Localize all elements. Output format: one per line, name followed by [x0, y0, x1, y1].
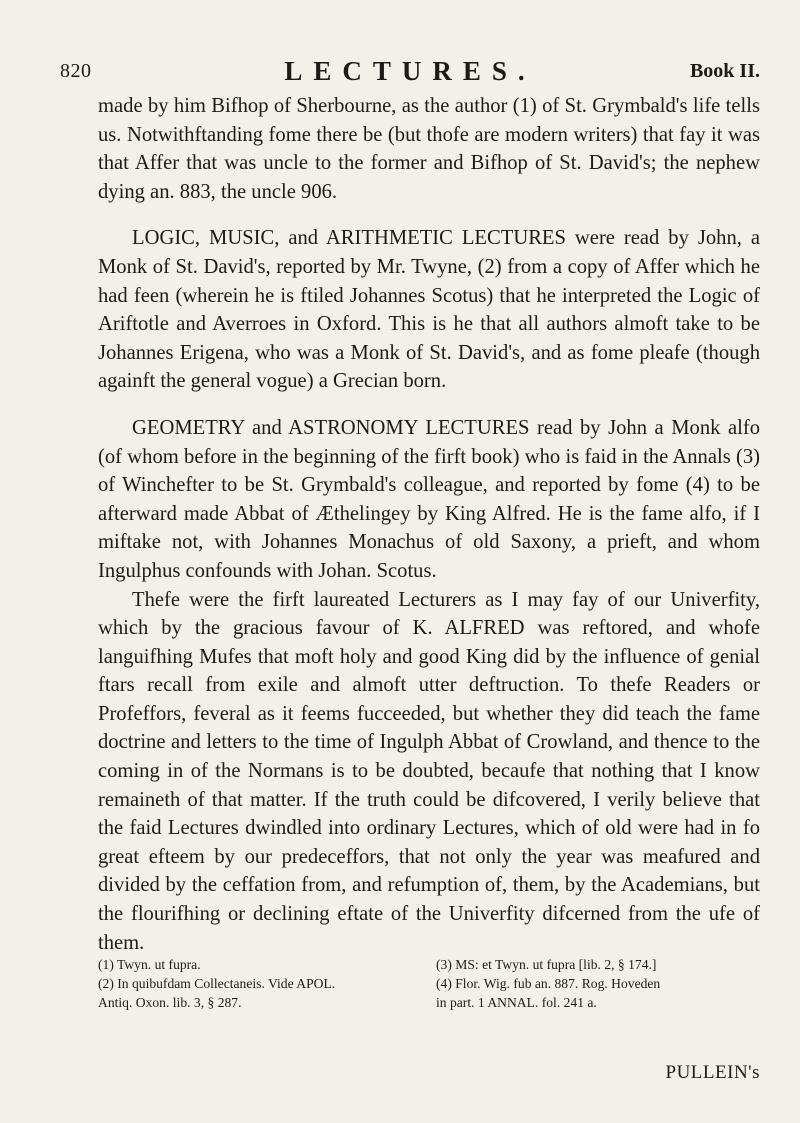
page-header: [60, 56, 760, 90]
footnote-2-continued: Antiq. Oxon. lib. 3, § 287.: [98, 995, 242, 1010]
page-number: 820: [60, 60, 92, 82]
running-title: LECTURES.: [284, 56, 536, 86]
body-text: [98, 92, 760, 957]
footnote-4-continued: in part. 1 ANNAL. fol. 241 a.: [436, 995, 597, 1010]
book-label: Book II.: [689, 60, 760, 82]
paragraph-continuation: made by him Bifhop of Sherbourne, as the author (1) of St. Grymbald's life tells us. Notwithftanding fome there be (but thofe are modern writers) that fay it was that Affer that was uncle to the former and Bifhop of St. David's; the nephew dying an. 883, the uncle 906.: [98, 95, 760, 203]
footnote-1: (1) Twyn. ut fupra.: [98, 957, 201, 972]
footnotes-right-column: [436, 955, 764, 1012]
paragraph-geometry-lectures: GEOMETRY and ASTRONOMY LECTURES read by John a Monk alfo (of whom before in the beginning of the firft book) who is faid in the Annals (3) of Winchefter to be St. Grymbald's colleague, and reported by fome (4) to be afterward made Abbat of Æthelingey by King Alfred. He is the fame alfo, if I miftake not, with Johannes Monachus of old Saxony, a prieft, and whom Ingulphus confounds with Johan. Scotus.: [98, 416, 760, 582]
footnote-3: (3) MS: et Twyn. ut fupra [lib. 2, § 174.]: [436, 957, 657, 972]
footnotes-left-column: [98, 955, 428, 1012]
footnote-4: (4) Flor. Wig. fub an. 887. Rog. Hoveden: [436, 976, 661, 991]
paragraph-laureated-lecturers: Thefe were the firft laureated Lecturers as I may fay of our Univerfity, which by the gracious favour of K. ALFRED was reftored, and whofe languifhing Mufes that moft holy and good King did by the influence of genial ftars recall from exile and almoft utter deftruction. To thefe Readers or Profeffors, feveral as it feems fucceeded, but whether they did teach the fame doctrine and letters to the time of Ingulph Abbat of Crowland, and thence to the coming in of the Normans is to be doubted, becaufe that nothing that I know remaineth of that matter. If the truth could be difcovered, I verily believe that the faid Lectures dwindled into ordinary Lectures, which of old were had in fo great efteem by our predeceffors, that not only the year was meafured and divided by the ceffation from, and refumption of, them, by the Academians, but the flourifhing or declining eftate of the Univerfity difcerned from the ufe of them.: [98, 588, 760, 954]
catchword: PULLEIN's: [665, 1062, 760, 1083]
paragraph-logic-lectures: LOGIC, MUSIC, and ARITHMETIC LECTURES were read by John, a Monk of St. David's, reported by Mr. Twyne, (2) from a copy of Affer which he had feen (wherein he is ftiled Johannes Scotus) that he interpreted the Logic of Ariftotle and Averroes in Oxford. This is he that all authors almoft take to be Johannes Erigena, who was a Monk of St. David's, and as fome pleafe (though againft the general vogue) a Grecian born.: [98, 227, 760, 393]
footnote-2: (2) In quibufdam Collectaneis. Vide APOL.: [98, 976, 336, 991]
